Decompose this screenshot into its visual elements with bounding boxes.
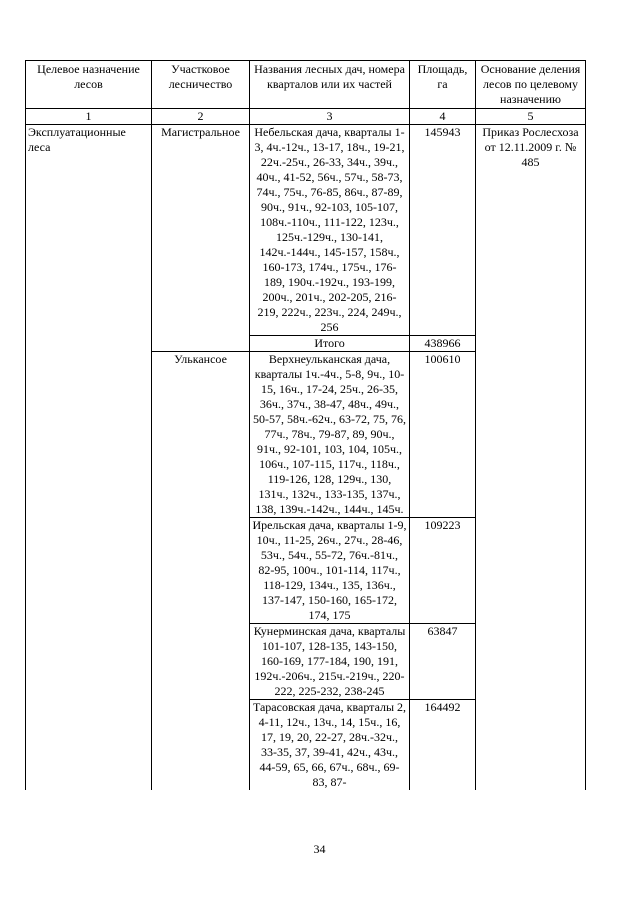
lesnichestvo-cell: Магистральное [152, 125, 250, 352]
column-number: 2 [152, 109, 250, 125]
dacha-cell: Верхнеульканская дача, кварталы 1ч.-4ч., 5-8, 9ч., 10-15, 16ч., 17-24, 25ч., 26-35, 36ч., 37ч., 38-47, 48ч., 49ч., 50-57, 58ч.-62ч., 63-72, 75, 76, 77ч., 78ч., 79-87, 89, 90ч., 91ч., 92-101, 103, 104, 105ч., 106ч., 107-115, 117ч., 118ч., 119-126, 128, 129ч., 130, 131ч., 132ч., 133-135, 137ч., 138, 139ч.-142ч., 144ч., 145ч. [250, 352, 410, 518]
dacha-cell: Тарасовская дача, кварталы 2, 4-11, 12ч., 13ч., 14, 15ч., 16, 17, 19, 20, 22-27, 28ч.-32ч., 33-35, 37, 39-41, 42ч., 43ч., 44-59, 65, 66, 67ч., 68ч., 69-83, 87- [250, 700, 410, 791]
total-label-cell: Итого [250, 336, 410, 352]
column-number: 5 [476, 109, 586, 125]
header-area: Площадь, га [410, 61, 476, 109]
basis-cell: Приказ Рослесхоза от 12.11.2009 г. № 485 [476, 125, 586, 791]
column-number: 1 [26, 109, 152, 125]
area-cell: 63847 [410, 624, 476, 700]
purpose-cell: Эксплуатационные леса [26, 125, 152, 791]
column-numbers-row [26, 109, 586, 125]
header-purpose: Целевое назначение лесов [26, 61, 152, 109]
dacha-cell: Небельская дача, кварталы 1-3, 4ч.-12ч., 13-17, 18ч., 19-21, 22ч.-25ч., 26-33, 34ч., 39ч., 40ч., 41-52, 56ч., 57ч., 58-73, 74ч., 75ч., 76-85, 86ч., 87-89, 90ч., 91ч., 92-103, 105-107, 108ч.-110ч., 111-122, 123ч., 125ч.-129ч., 130-141, 142ч.-144ч., 145-157, 158ч., 160-173, 174ч., 175ч., 176-189, 190ч.-192ч., 193-199, 200ч., 201ч., 202-205, 216-219, 222ч., 223ч., 224, 249ч., 256 [250, 125, 410, 336]
area-cell: 164492 [410, 700, 476, 791]
header-row [26, 61, 586, 109]
dacha-cell: Кунерминская дача, кварталы 101-107, 128-135, 143-150, 160-169, 177-184, 190, 191, 192ч.-206ч., 215ч.-219ч., 220-222, 225-232, 238-245 [250, 624, 410, 700]
column-number: 3 [250, 109, 410, 125]
header-dacha-names: Названия лесных дач, номера кварталов или их частей [250, 61, 410, 109]
area-cell: 109223 [410, 518, 476, 624]
page-number: 34 [313, 842, 326, 856]
header-basis: Основание деления лесов по целевому назначению [476, 61, 586, 109]
forest-division-table [25, 60, 586, 790]
area-cell: 100610 [410, 352, 476, 518]
dacha-cell: Ирельская дача, кварталы 1-9, 10ч., 11-25, 26ч., 27ч., 28-46, 53ч., 54ч., 55-72, 76ч.-81ч., 82-95, 100ч., 101-114, 117ч., 118-129, 134ч., 135, 136ч., 137-147, 150-160, 165-172, 174, 175 [250, 518, 410, 624]
header-lesnichestvo: Участковое лесничество [152, 61, 250, 109]
table-row [26, 125, 586, 336]
lesnichestvo-cell: Улькансое [152, 352, 250, 791]
area-cell: 145943 [410, 125, 476, 336]
column-number: 4 [410, 109, 476, 125]
total-area-cell: 438966 [410, 336, 476, 352]
